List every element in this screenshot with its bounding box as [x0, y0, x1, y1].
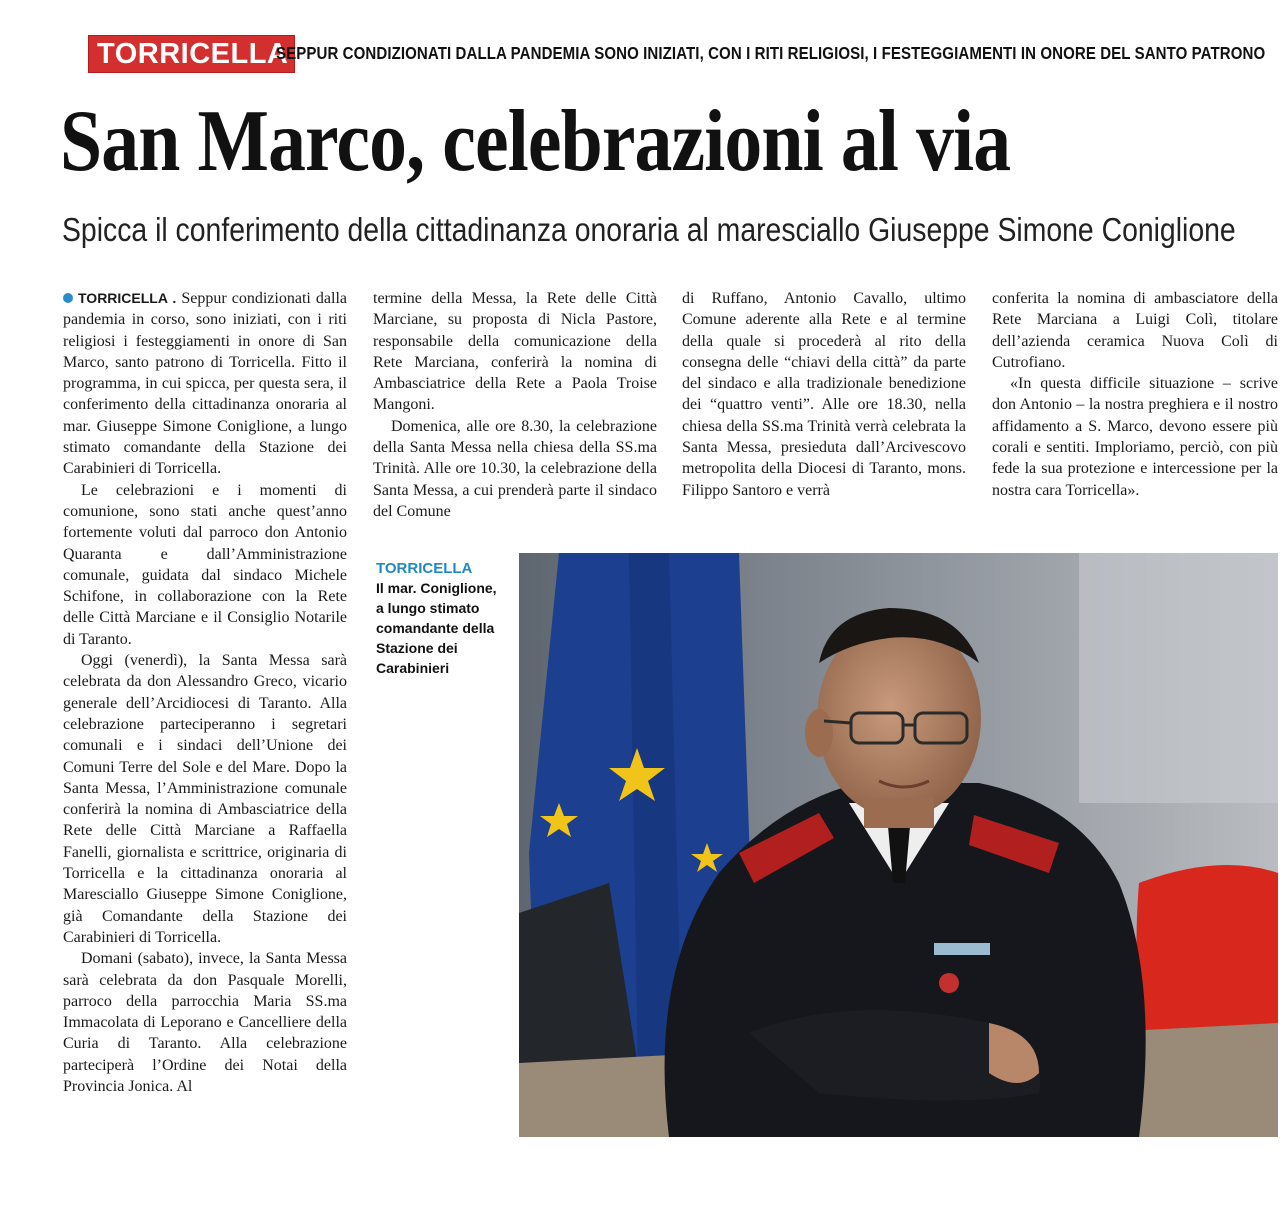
article-column-1 [63, 288, 347, 1097]
article-paragraph: Domani (sabato), invece, la Santa Messa sarà celebrata da don Pasquale Morelli, parroco della parrocchia Maria SS.ma Immacolata di Leporano e Cancelliere della Curia di Taranto. Alla celebrazione parteciperà l’Ordine dei Notai della Provincia Jonica. Al [63, 950, 347, 1095]
article-paragraph: Oggi (venerdì), la Santa Messa sarà celebrata da don Alessandro Greco, vicario generale dell’Arcidiocesi di Taranto. Alla celebrazione parteciperanno i segretari comunali e i sindaci dell’Unione dei Comuni Terre del Sole e del Mare. Dopo la Santa Messa, l’Amministrazione comunale conferirà la nomina di Ambasciatrice della Rete delle Città Marciane a Raffaella Fanelli, giornalista e scrittrice, originaria di Torricella e la cittadinanza onoraria al Maresciallo Giuseppe Simone Coniglione, già Comandante della Stazione dei Carabinieri di Torricella. [63, 652, 347, 946]
subheadline: Spicca il conferimento della cittadinanza onoraria al maresciallo Giuseppe Simone Coniglione [62, 211, 1236, 248]
photo-caption [376, 559, 506, 678]
kicker-text: SEPPUR CONDIZIONATI DALLA PANDEMIA SONO INIZIATI, CON I RITI RELIGIOSI, I FESTEGGIAMENTI IN ONORE DEL SANTO PATRONO [276, 43, 1266, 63]
article-paragraph: termine della Messa, la Rete delle Città Marciane, su proposta di Nicla Pastore, responsabile della comunicazione della Rete Marciana, conferirà la nomina di Ambasciatrice della Rete a Paola Troise Mangoni. [373, 290, 657, 414]
caption-tag: TORRICELLA [376, 560, 473, 577]
portrait-illustration [519, 553, 1278, 1137]
article-paragraph: «In questa difficile situazione – scrive don Antonio – la nostra preghiera e il nostro affidamento a S. Marco, devono essere più corali e sentiti. Imploriamo, perciò, con più fede la sua protezione e intercessione per la nostra cara Torricella». [992, 375, 1278, 499]
article-paragraph [63, 288, 347, 480]
article-paragraph: Domenica, alle ore 8.30, la celebrazione della Santa Messa nella chiesa della SS.ma Trinità. Alle ore 10.30, la celebrazione della Santa Messa, a cui prenderà parte il sindaco del Comune [373, 417, 657, 520]
neck [864, 798, 934, 828]
article-paragraph: di Ruffano, Antonio Cavallo, ultimo Comune aderente alla Rete e al termine della quale si procederà al rito della consegna delle “chiavi della città” da parte del sindaco e alla tradizionale benedizione dei “quattro venti”. Alle ore 18.30, nella chiesa della SS.ma Trinità verrà celebrata la Santa Messa, presieduta dall’Arcivescovo metropolita della Diocesi di Taranto, mons. Filippo Santoro e verrà [682, 290, 966, 499]
dateline: TORRICELLA . [78, 290, 177, 306]
wall-window [1079, 553, 1278, 803]
section-tag: TORRICELLA [88, 35, 295, 73]
badge [939, 973, 959, 993]
article-paragraph: conferita la nomina di ambasciatore della Rete Marciana a Luigi Colì, titolare dell’azienda ceramica Nuova Colì di Cutrofiano. [992, 290, 1278, 371]
caption-text: Il mar. Coniglione, a lungo stimato comandante della Stazione dei Carabinieri [376, 580, 497, 676]
ear [805, 709, 833, 757]
article-paragraph: Le celebrazioni e i momenti di comunione, sono stati anche quest’anno fortemente voluti dal parroco don Antonio Quaranta e dall’Amministrazione comunale, guidata dal sindaco Michele Schifone, in collaborazione con la Rete delle Città Marciane e il Consiglio Notarile di Taranto. [63, 481, 347, 648]
paragraph-text: Seppur condizionati dalla pandemia in corso, sono iniziati, con i riti religiosi i festeggiamenti in onore di San Marco, santo patrono di Torricella. Fitto il programma, in cui spicca, per questa sera, il conferimento della cittadinanza onoraria al mar. Giuseppe Simone Coniglione, a lungo stimato comandante della Stazione dei Carabinieri di Torricella. [63, 290, 347, 478]
article-column-2 [373, 288, 657, 522]
kicker-row [88, 35, 1278, 73]
ribbon-bar [934, 943, 990, 955]
headline: San Marco, celebrazioni al via [60, 93, 1011, 190]
article-photo [519, 553, 1278, 1137]
bullet-dot-icon [63, 293, 73, 303]
article-column-3 [682, 288, 966, 501]
article-column-4 [992, 288, 1278, 501]
